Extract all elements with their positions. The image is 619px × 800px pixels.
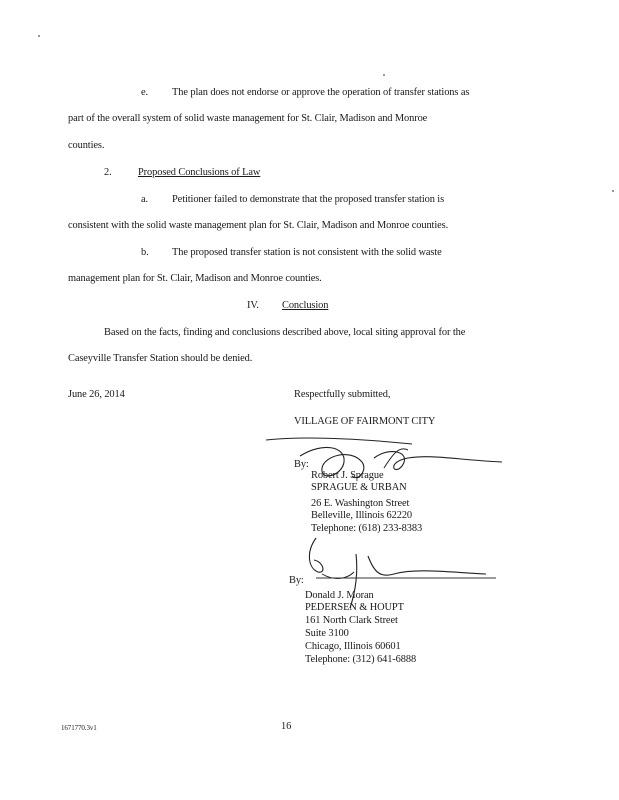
item-a-text-line2: consistent with the solid waste management plan for St. Clair, Madison and Monroe counties. bbox=[68, 220, 449, 231]
scan-speck bbox=[612, 190, 614, 192]
item-a-marker: a. bbox=[141, 194, 149, 205]
conclusion-text-line2: Caseyville Transfer Station should be denied. bbox=[68, 353, 253, 364]
signatory-1-phone: Telephone: (618) 233-8383 bbox=[311, 523, 423, 534]
item-e-marker: e. bbox=[141, 87, 149, 98]
signatory-2-address2: Suite 3100 bbox=[305, 628, 349, 639]
signatory-2-address1: 161 North Clark Street bbox=[305, 615, 398, 626]
signatory-2-phone: Telephone: (312) 641-6888 bbox=[305, 654, 417, 665]
item-a-text-line1: Petitioner failed to demonstrate that the proposed transfer station is bbox=[172, 194, 445, 205]
client-name: VILLAGE OF FAIRMONT CITY bbox=[294, 416, 436, 427]
item-e-text-line2: part of the overall system of solid waste management for St. Clair, Madison and Monroe bbox=[68, 113, 428, 124]
signatory-2-by-label: By: bbox=[289, 575, 304, 586]
section-heading: Proposed Conclusions of Law bbox=[138, 167, 261, 178]
signatory-1-by-label: By: bbox=[294, 459, 309, 470]
conclusion-heading: Conclusion bbox=[282, 300, 329, 311]
section-number: 2. bbox=[104, 167, 112, 178]
signatory-2-firm: PEDERSEN & HOUPT bbox=[305, 602, 404, 613]
signatory-1-name: Robert J. Sprague bbox=[311, 470, 384, 481]
date: June 26, 2014 bbox=[68, 389, 125, 400]
conclusion-numeral: IV. bbox=[247, 300, 259, 311]
signatory-2-address3: Chicago, Illinois 60601 bbox=[305, 641, 401, 652]
item-e-text-line1: The plan does not endorse or approve the operation of transfer stations as bbox=[172, 87, 470, 98]
document-id: 1671770.3v1 bbox=[61, 724, 97, 732]
signatory-2-name: Donald J. Moran bbox=[305, 590, 374, 601]
page-number: 16 bbox=[281, 721, 292, 732]
signatory-1-firm: SPRAGUE & URBAN bbox=[311, 482, 407, 493]
scan-speck bbox=[383, 74, 385, 76]
signatory-1-address2: Belleville, Illinois 62220 bbox=[311, 510, 413, 521]
item-b-marker: b. bbox=[141, 247, 149, 258]
item-b-text-line2: management plan for St. Clair, Madison and Monroe counties. bbox=[68, 273, 322, 284]
scan-speck bbox=[38, 35, 40, 37]
signatory-1-address1: 26 E. Washington Street bbox=[311, 498, 410, 509]
item-e-text-line3: counties. bbox=[68, 140, 105, 151]
item-b-text-line1: The proposed transfer station is not consistent with the solid waste bbox=[172, 247, 442, 258]
salutation: Respectfully submitted, bbox=[294, 389, 391, 400]
conclusion-text-line1: Based on the facts, finding and conclusions described above, local siting approval for the bbox=[104, 327, 466, 338]
